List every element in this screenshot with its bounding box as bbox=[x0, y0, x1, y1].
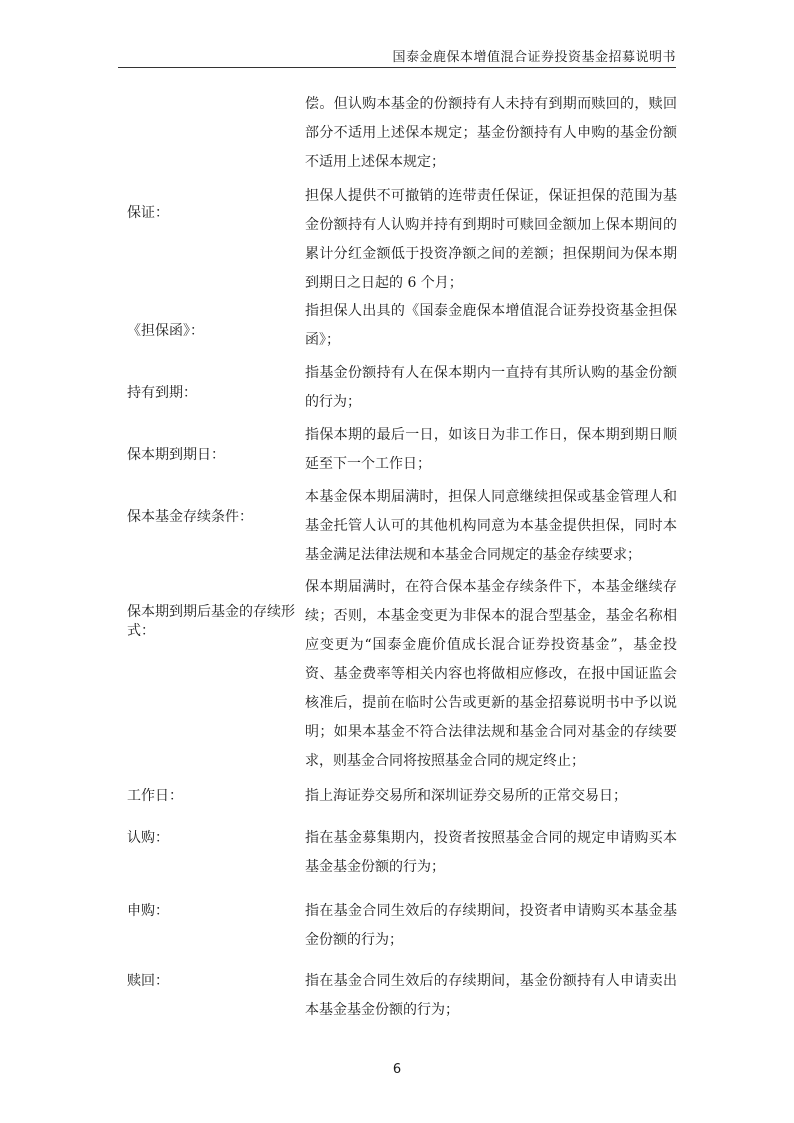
definition-text: 本基金保本期届满时，担保人同意继续担保或基金管理人和基金托管人认可的其他机构同意为本基金提供担保，同时本基金满足法律法规和本基金合同规定的基金存续要求； bbox=[305, 489, 677, 563]
definition-text: 指上海证券交易所和深圳证券交易所的正常交易日； bbox=[305, 788, 627, 804]
definition-text: 保本期届满时，在符合保本基金存续条件下，本基金继续存续；否则，本基金变更为非保本的混合型基金，基金名称相应变更为“国泰金鹿价值成长混合证券投资基金”，基金投资、基金费率等相关内容也将做相应修改，在报中国证监会核准后，提前在临时公告或更新的基金招募说明书中予以说明；如果本基金不符合法律法规和基金合同对基金的存续要求，则基金合同将按照基金合同的规定终止； bbox=[305, 579, 677, 769]
definition-text: 指担保人出具的《国泰金鹿保本增值混合证券投资基金担保函》； bbox=[305, 303, 677, 348]
term-label: 《担保函》： bbox=[127, 323, 204, 339]
term-label: 工作日： bbox=[127, 788, 183, 804]
term-label: 保本基金存续条件： bbox=[127, 509, 253, 525]
term-label: 保本期到期日： bbox=[127, 447, 225, 463]
term-label: 保证： bbox=[127, 205, 169, 221]
term-label: 保本期到期后基金的存续形式： bbox=[127, 604, 295, 639]
definition-text: 指在基金合同生效后的存续期间，投资者申请购买本基金基金份额的行为； bbox=[305, 903, 677, 948]
term-label: 持有到期： bbox=[127, 385, 197, 401]
running-header-title: 国泰金鹿保本增值混合证券投资基金招募说明书 bbox=[392, 50, 676, 65]
definition-text: 指保本期的最后一日，如该日为非工作日，保本期到期日顺延至下一个工作日； bbox=[305, 427, 677, 472]
definition-text: 指基金份额持有人在保本期内一直持有其所认购的基金份额的行为； bbox=[305, 365, 677, 410]
definition-text: 担保人提供不可撤销的连带责任保证，保证担保的范围为基金份额持有人认购并持有到期时可赎回金额加上保本期间的累计分红金额低于投资净额之间的差额；担保期间为保本期到期日之日起的 6 个月； bbox=[305, 188, 677, 291]
definition-text: 指在基金募集期内，投资者按照基金合同的规定申请购买本基金基金份额的行为； bbox=[305, 830, 677, 875]
definition-text: 指在基金合同生效后的存续期间，基金份额持有人申请卖出本基金基金份额的行为； bbox=[305, 973, 677, 1018]
term-label: 赎回： bbox=[127, 973, 169, 989]
term-label: 认购： bbox=[127, 830, 169, 846]
definition-text: 偿。但认购本基金的份额持有人未持有到期而赎回的，赎回部分不适用上述保本规定；基金份额持有人申购的基金份额不适用上述保本规定； bbox=[305, 96, 677, 170]
page-number: 6 bbox=[392, 1062, 402, 1077]
term-label: 申购： bbox=[127, 903, 169, 919]
